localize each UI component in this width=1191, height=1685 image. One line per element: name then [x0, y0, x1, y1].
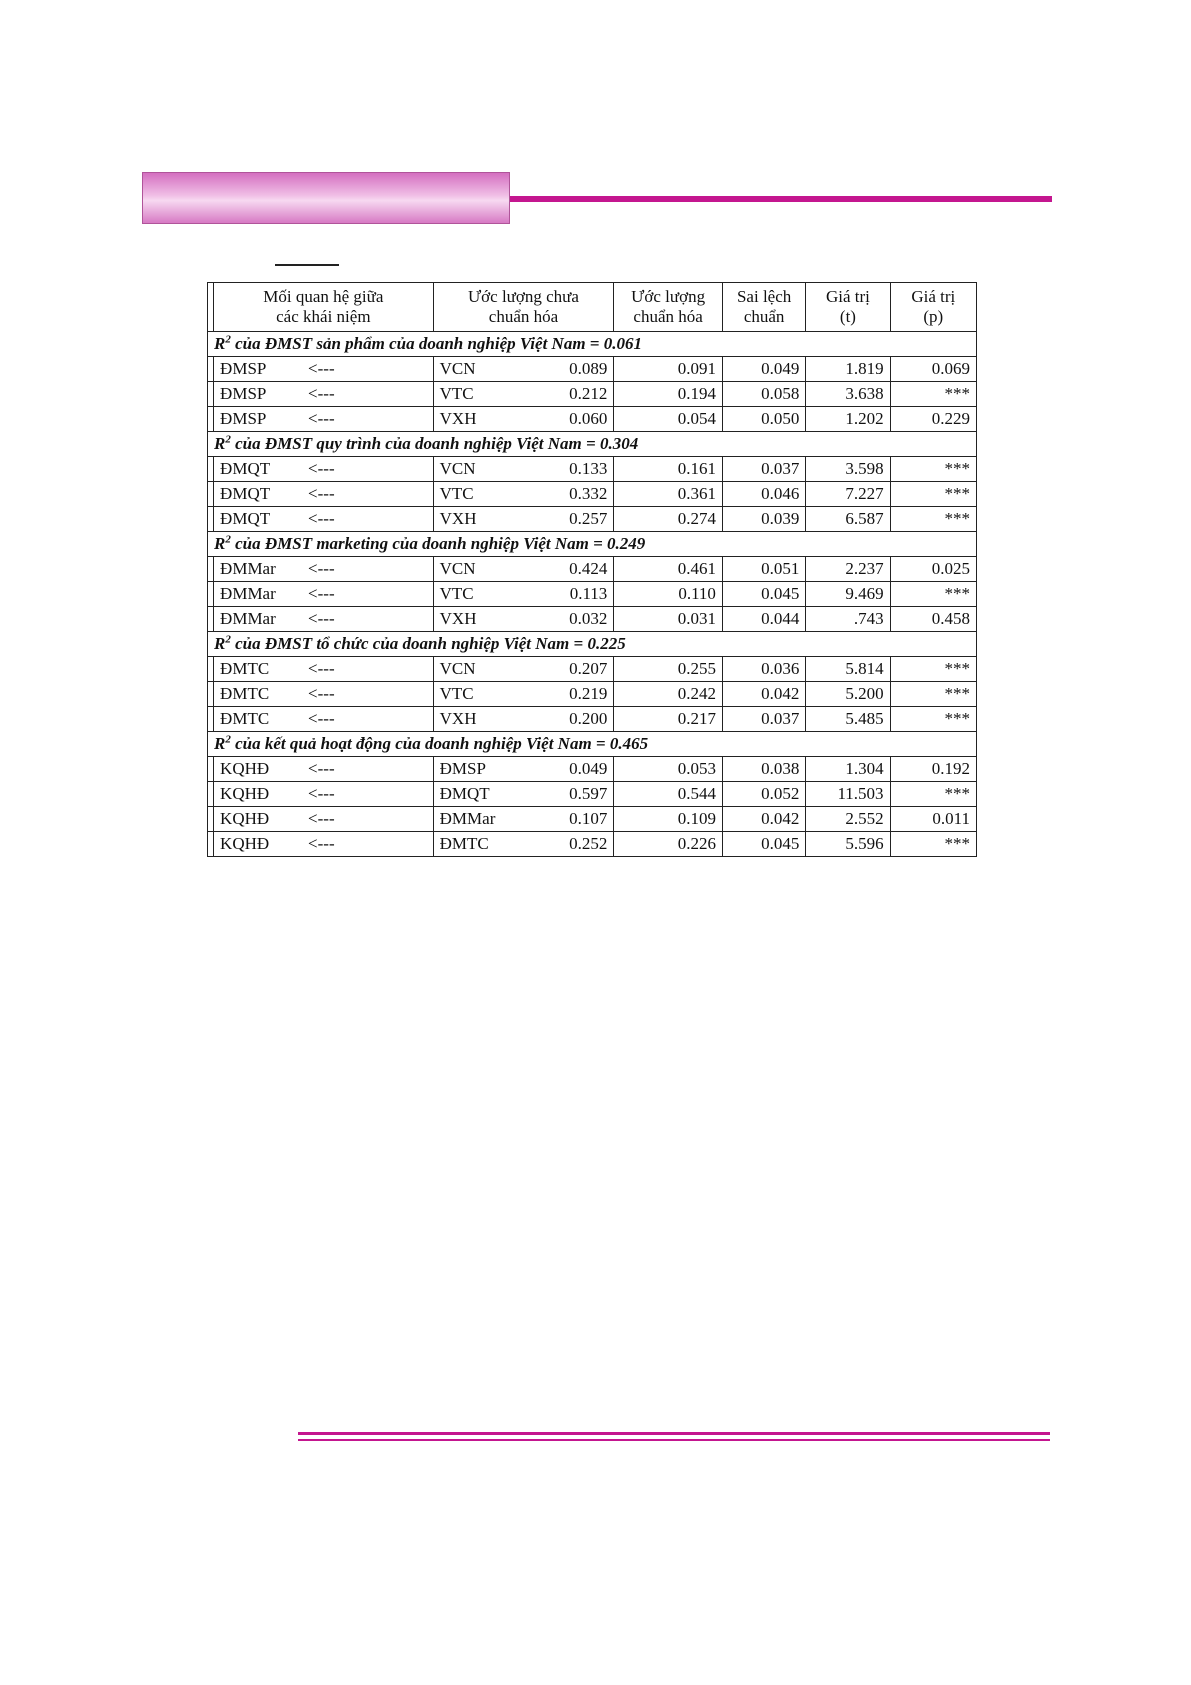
table-row [208, 657, 977, 682]
relation-from: KQHĐ [220, 759, 270, 778]
section-title-text: của ĐMST tổ chức của doanh nghiệp Việt Nam = 0.225 [235, 634, 626, 653]
std-estimate: 0.161 [614, 457, 723, 482]
relation-arrow: <--- [308, 809, 335, 828]
unstd-estimate-cell [433, 482, 614, 507]
relation-cell [214, 707, 434, 732]
section-title [208, 432, 977, 457]
relation-to: ĐMMar [439, 809, 496, 828]
t-value: 9.469 [806, 582, 890, 607]
section-title [208, 532, 977, 557]
p-value: *** [890, 507, 976, 532]
unstd-estimate-cell [433, 782, 614, 807]
std-estimate: 0.226 [614, 832, 723, 857]
relation-arrow: <--- [308, 609, 335, 628]
unstd-estimate-cell [433, 507, 614, 532]
section-title-text: của ĐMST marketing của doanh nghiệp Việt Nam = 0.249 [235, 534, 646, 553]
section-title [208, 332, 977, 357]
t-value: 7.227 [806, 482, 890, 507]
table-row [208, 357, 977, 382]
relation-from: ĐMTC [220, 659, 270, 678]
table-row [208, 607, 977, 632]
t-value: 3.598 [806, 457, 890, 482]
unstd-estimate-cell [433, 607, 614, 632]
unstd-estimate-cell [433, 407, 614, 432]
section-row [208, 332, 977, 357]
t-value: 5.596 [806, 832, 890, 857]
relation-cell [214, 832, 434, 857]
relation-arrow: <--- [308, 834, 335, 853]
r-squared-symbol: R [214, 334, 226, 353]
relation-from: ĐMTC [220, 709, 270, 728]
relation-cell [214, 607, 434, 632]
relation-arrow: <--- [308, 659, 335, 678]
relation-cell [214, 582, 434, 607]
relation-arrow: <--- [308, 559, 335, 578]
relation-arrow: <--- [308, 459, 335, 478]
standard-error: 0.051 [722, 557, 805, 582]
header-unstd: Ước lượng chưa chuẩn hóa [433, 283, 614, 332]
table-row [208, 832, 977, 857]
standard-error: 0.038 [722, 757, 805, 782]
t-value: 5.814 [806, 657, 890, 682]
table-row [208, 557, 977, 582]
t-value: 3.638 [806, 382, 890, 407]
section-title-text: của ĐMST sản phẩm của doanh nghiệp Việt Nam = 0.061 [235, 334, 642, 353]
p-value: *** [890, 482, 976, 507]
relation-to: VXH [439, 409, 477, 428]
table-row [208, 682, 977, 707]
t-value: 1.304 [806, 757, 890, 782]
relation-cell [214, 357, 434, 382]
unstd-estimate: 0.212 [569, 384, 608, 403]
section-row [208, 732, 977, 757]
std-estimate: 0.461 [614, 557, 723, 582]
relation-arrow: <--- [308, 384, 335, 403]
section-title [208, 632, 977, 657]
relation-arrow: <--- [308, 684, 335, 703]
t-value: 11.503 [806, 782, 890, 807]
table-row [208, 382, 977, 407]
table-caption-underline [275, 264, 339, 266]
relation-cell [214, 757, 434, 782]
standard-error: 0.037 [722, 707, 805, 732]
r-squared-exponent: 2 [225, 433, 231, 446]
header-t: Giá trị (t) [806, 283, 890, 332]
relation-arrow: <--- [308, 584, 335, 603]
standard-error: 0.039 [722, 507, 805, 532]
t-value: 2.237 [806, 557, 890, 582]
standard-error: 0.045 [722, 582, 805, 607]
table-row [208, 782, 977, 807]
relation-from: ĐMTC [220, 684, 270, 703]
unstd-estimate: 0.207 [569, 659, 608, 678]
t-value: 5.485 [806, 707, 890, 732]
relation-from: ĐMQT [220, 459, 271, 478]
t-value: 1.202 [806, 407, 890, 432]
relation-from: KQHĐ [220, 784, 270, 803]
unstd-estimate-cell [433, 832, 614, 857]
unstd-estimate: 0.049 [569, 759, 608, 778]
unstd-estimate: 0.219 [569, 684, 608, 703]
unstd-estimate-cell [433, 682, 614, 707]
standard-error: 0.049 [722, 357, 805, 382]
p-value: *** [890, 832, 976, 857]
t-value: .743 [806, 607, 890, 632]
p-value: *** [890, 657, 976, 682]
standard-error: 0.042 [722, 682, 805, 707]
relation-to: VCN [439, 559, 476, 578]
unstd-estimate-cell [433, 757, 614, 782]
standard-error: 0.045 [722, 832, 805, 857]
standard-error: 0.044 [722, 607, 805, 632]
relation-cell [214, 482, 434, 507]
r-squared-symbol: R [214, 734, 226, 753]
p-value: 0.069 [890, 357, 976, 382]
std-estimate: 0.053 [614, 757, 723, 782]
relation-to: VCN [439, 359, 476, 378]
unstd-estimate-cell [433, 557, 614, 582]
relation-from: ĐMSP [220, 384, 267, 403]
std-estimate: 0.361 [614, 482, 723, 507]
standard-error: 0.037 [722, 457, 805, 482]
relation-from: ĐMQT [220, 484, 271, 503]
relation-from: ĐMMar [220, 559, 276, 578]
r-squared-exponent: 2 [225, 333, 231, 346]
standard-error: 0.052 [722, 782, 805, 807]
header-p: Giá trị (p) [890, 283, 976, 332]
header-std: Ước lượng chuẩn hóa [614, 283, 723, 332]
relation-to: ĐMTC [439, 834, 489, 853]
relation-cell [214, 407, 434, 432]
p-value: 0.458 [890, 607, 976, 632]
t-value: 2.552 [806, 807, 890, 832]
relation-to: VXH [439, 709, 477, 728]
standard-error: 0.050 [722, 407, 805, 432]
table-row [208, 482, 977, 507]
relation-to: ĐMQT [439, 784, 490, 803]
std-estimate: 0.217 [614, 707, 723, 732]
p-value: *** [890, 457, 976, 482]
std-estimate: 0.544 [614, 782, 723, 807]
relation-to: VTC [439, 384, 474, 403]
relation-to: VTC [439, 684, 474, 703]
std-estimate: 0.110 [614, 582, 723, 607]
relation-cell [214, 382, 434, 407]
relation-arrow: <--- [308, 484, 335, 503]
relation-arrow: <--- [308, 509, 335, 528]
unstd-estimate: 0.424 [569, 559, 608, 578]
relation-to: VCN [439, 459, 476, 478]
unstd-estimate: 0.060 [569, 409, 608, 428]
std-estimate: 0.194 [614, 382, 723, 407]
section-title [208, 732, 977, 757]
regression-results-table [207, 282, 977, 857]
section-row [208, 632, 977, 657]
p-value: *** [890, 682, 976, 707]
unstd-estimate-cell [433, 582, 614, 607]
relation-cell [214, 807, 434, 832]
table-row [208, 757, 977, 782]
unstd-estimate-cell [433, 357, 614, 382]
p-value: *** [890, 782, 976, 807]
header-se: Sai lệch chuẩn [722, 283, 805, 332]
relation-arrow: <--- [308, 784, 335, 803]
header-relation: Mối quan hệ giữa các khái niệm [214, 283, 434, 332]
r-squared-exponent: 2 [225, 633, 231, 646]
relation-cell [214, 507, 434, 532]
relation-arrow: <--- [308, 359, 335, 378]
unstd-estimate: 0.252 [569, 834, 608, 853]
unstd-estimate-cell [433, 382, 614, 407]
unstd-estimate: 0.332 [569, 484, 608, 503]
p-value: *** [890, 382, 976, 407]
std-estimate: 0.255 [614, 657, 723, 682]
relation-from: ĐMMar [220, 584, 276, 603]
unstd-estimate-cell [433, 807, 614, 832]
r-squared-exponent: 2 [225, 733, 231, 746]
table-row [208, 407, 977, 432]
relation-from: ĐMMar [220, 609, 276, 628]
t-value: 1.819 [806, 357, 890, 382]
standard-error: 0.058 [722, 382, 805, 407]
relation-cell [214, 457, 434, 482]
t-value: 6.587 [806, 507, 890, 532]
relation-to: ĐMSP [439, 759, 486, 778]
table-row [208, 707, 977, 732]
relation-to: VXH [439, 609, 477, 628]
standard-error: 0.036 [722, 657, 805, 682]
relation-arrow: <--- [308, 409, 335, 428]
r-squared-symbol: R [214, 634, 226, 653]
std-estimate: 0.274 [614, 507, 723, 532]
p-value: 0.229 [890, 407, 976, 432]
relation-to: VXH [439, 509, 477, 528]
relation-to: VTC [439, 484, 474, 503]
relation-arrow: <--- [308, 759, 335, 778]
table-row [208, 507, 977, 532]
p-value: *** [890, 582, 976, 607]
standard-error: 0.042 [722, 807, 805, 832]
unstd-estimate: 0.257 [569, 509, 608, 528]
table-row [208, 457, 977, 482]
relation-from: ĐMQT [220, 509, 271, 528]
section-header-box [142, 172, 510, 224]
unstd-estimate: 0.200 [569, 709, 608, 728]
section-row [208, 532, 977, 557]
r-squared-symbol: R [214, 534, 226, 553]
relation-cell [214, 657, 434, 682]
footer-rule-top [298, 1432, 1050, 1435]
relation-to: VCN [439, 659, 476, 678]
unstd-estimate-cell [433, 707, 614, 732]
t-value: 5.200 [806, 682, 890, 707]
relation-arrow: <--- [308, 709, 335, 728]
standard-error: 0.046 [722, 482, 805, 507]
relation-from: ĐMSP [220, 359, 267, 378]
relation-cell [214, 782, 434, 807]
section-row [208, 432, 977, 457]
relation-from: ĐMSP [220, 409, 267, 428]
unstd-estimate: 0.133 [569, 459, 608, 478]
unstd-estimate-cell [433, 457, 614, 482]
unstd-estimate: 0.113 [569, 584, 608, 603]
relation-from: KQHĐ [220, 809, 270, 828]
std-estimate: 0.031 [614, 607, 723, 632]
unstd-estimate: 0.089 [569, 359, 608, 378]
footer-rule-bottom [298, 1439, 1050, 1441]
unstd-estimate: 0.032 [569, 609, 608, 628]
unstd-estimate-cell [433, 657, 614, 682]
relation-cell [214, 682, 434, 707]
section-title-text: của ĐMST quy trình của doanh nghiệp Việt Nam = 0.304 [235, 434, 639, 453]
relation-from: KQHĐ [220, 834, 270, 853]
p-value: 0.011 [890, 807, 976, 832]
table-row [208, 582, 977, 607]
p-value: 0.192 [890, 757, 976, 782]
r-squared-symbol: R [214, 434, 226, 453]
p-value: 0.025 [890, 557, 976, 582]
section-title-text: của kết quả hoạt động của doanh nghiệp Việt Nam = 0.465 [235, 734, 649, 753]
relation-cell [214, 557, 434, 582]
unstd-estimate: 0.107 [569, 809, 608, 828]
std-estimate: 0.109 [614, 807, 723, 832]
relation-to: VTC [439, 584, 474, 603]
table-row [208, 807, 977, 832]
std-estimate: 0.054 [614, 407, 723, 432]
header-rule [510, 196, 1052, 202]
p-value: *** [890, 707, 976, 732]
std-estimate: 0.091 [614, 357, 723, 382]
table-body [208, 283, 977, 857]
unstd-estimate: 0.597 [569, 784, 608, 803]
std-estimate: 0.242 [614, 682, 723, 707]
r-squared-exponent: 2 [225, 533, 231, 546]
table-header-row [208, 283, 977, 332]
